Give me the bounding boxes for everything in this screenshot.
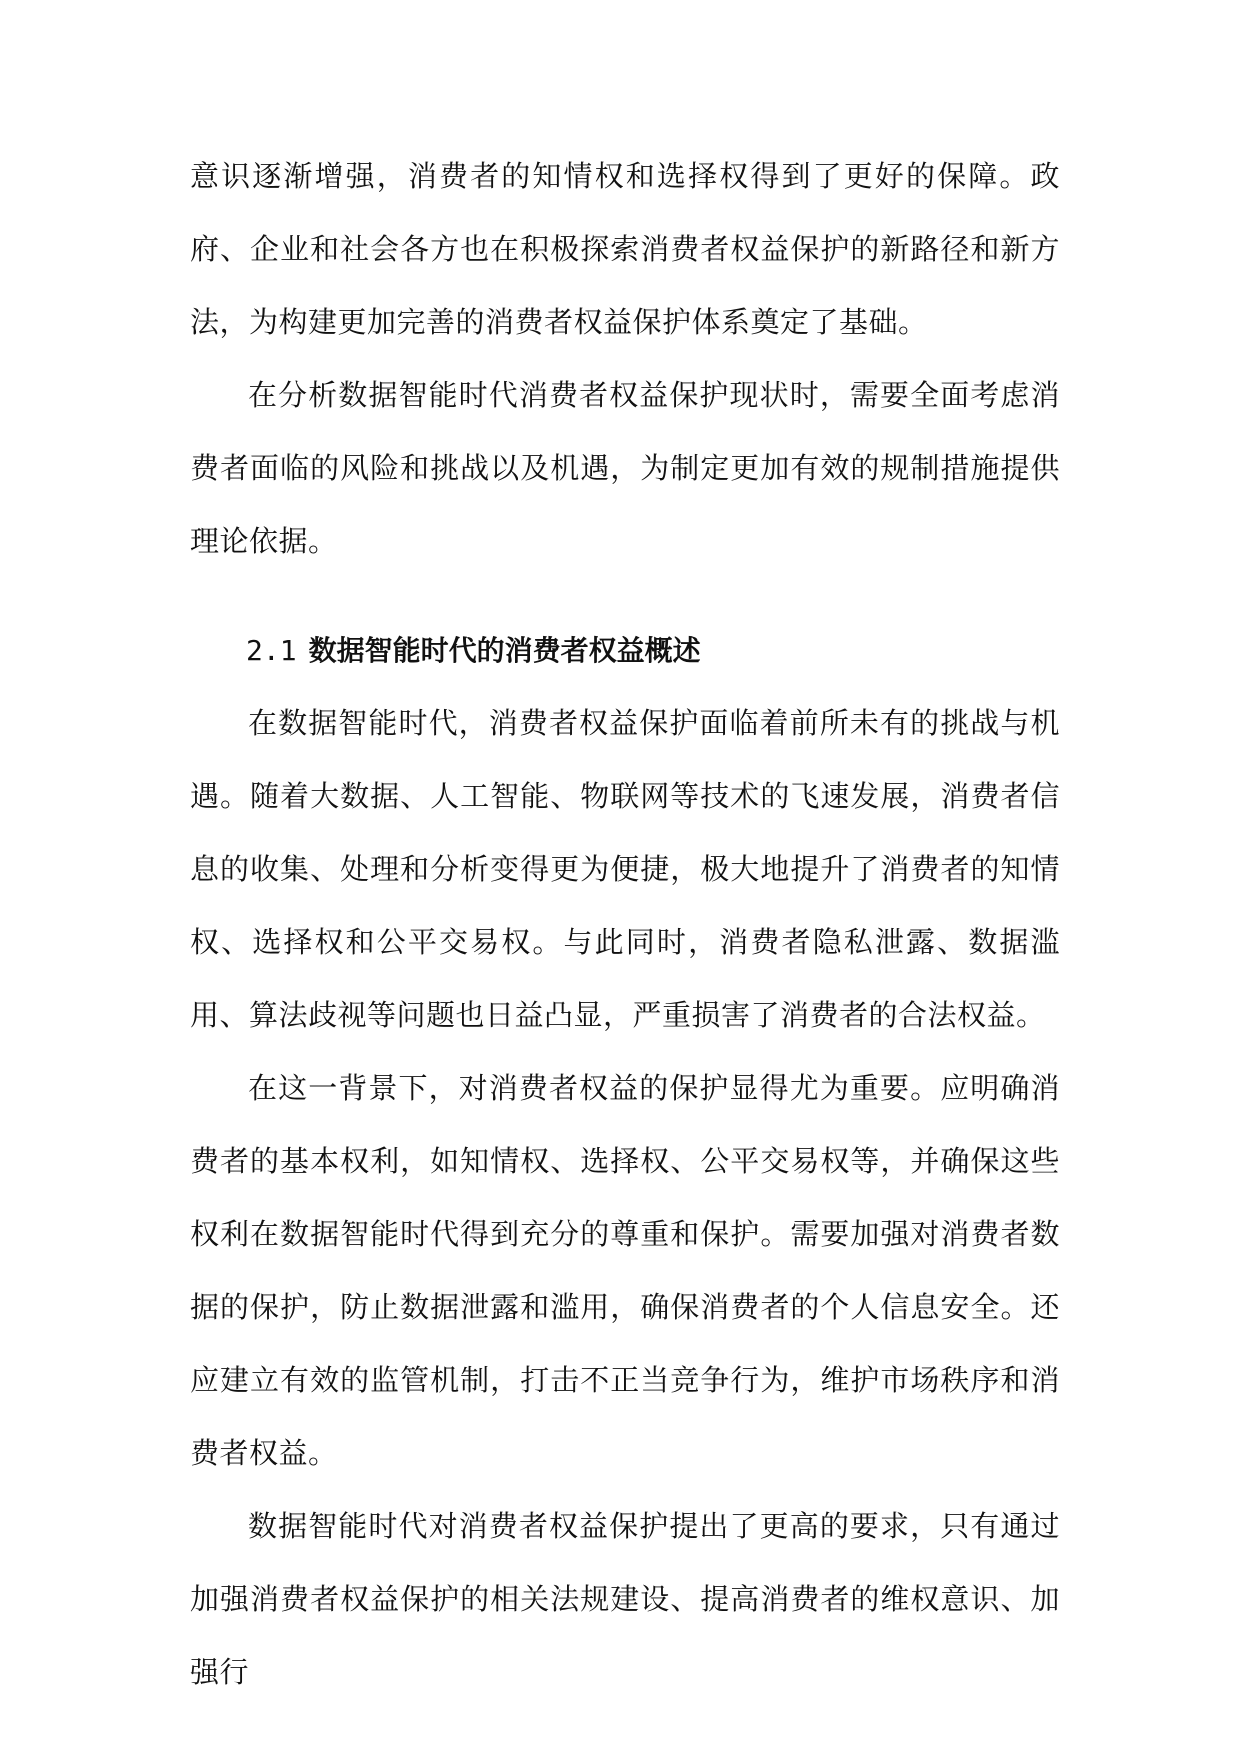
document-body bbox=[190, 140, 1060, 1709]
section-title: 数据智能时代的消费者权益概述 bbox=[308, 634, 701, 667]
section-number: 2.1 bbox=[246, 634, 297, 667]
paragraph-requirements: 数据智能时代对消费者权益保护提出了更高的要求，只有通过加强消费者权益保护的相关法规建设、提高消费者的维权意识、加强行 bbox=[190, 1509, 1060, 1689]
paragraph-continuation: 意识逐渐增强，消费者的知情权和选择权得到了更好的保障。政府、企业和社会各方也在积极探索消费者权益保护的新路径和新方法，为构建更加完善的消费者权益保护体系奠定了基础。 bbox=[190, 159, 1060, 339]
paragraph-background: 在这一背景下，对消费者权益的保护显得尤为重要。应明确消费者的基本权利，如知情权、选择权、公平交易权等，并确保这些权利在数据智能时代得到充分的尊重和保护。需要加强对消费者数据的保护，防止数据泄露和滥用，确保消费者的个人信息安全。还应建立有效的监管机制，打击不正当竞争行为，维护市场秩序和消费者权益。 bbox=[190, 1071, 1060, 1470]
paragraph-analysis: 在分析数据智能时代消费者权益保护现状时，需要全面考虑消费者面临的风险和挑战以及机遇，为制定更加有效的规制措施提供理论依据。 bbox=[190, 378, 1060, 558]
section-heading bbox=[190, 614, 1060, 687]
paragraph-overview: 在数据智能时代，消费者权益保护面临着前所未有的挑战与机遇。随着大数据、人工智能、物联网等技术的飞速发展，消费者信息的收集、处理和分析变得更为便捷，极大地提升了消费者的知情权、选择权和公平交易权。与此同时，消费者隐私泄露、数据滥用、算法歧视等问题也日益凸显，严重损害了消费者的合法权益。 bbox=[190, 706, 1060, 1032]
